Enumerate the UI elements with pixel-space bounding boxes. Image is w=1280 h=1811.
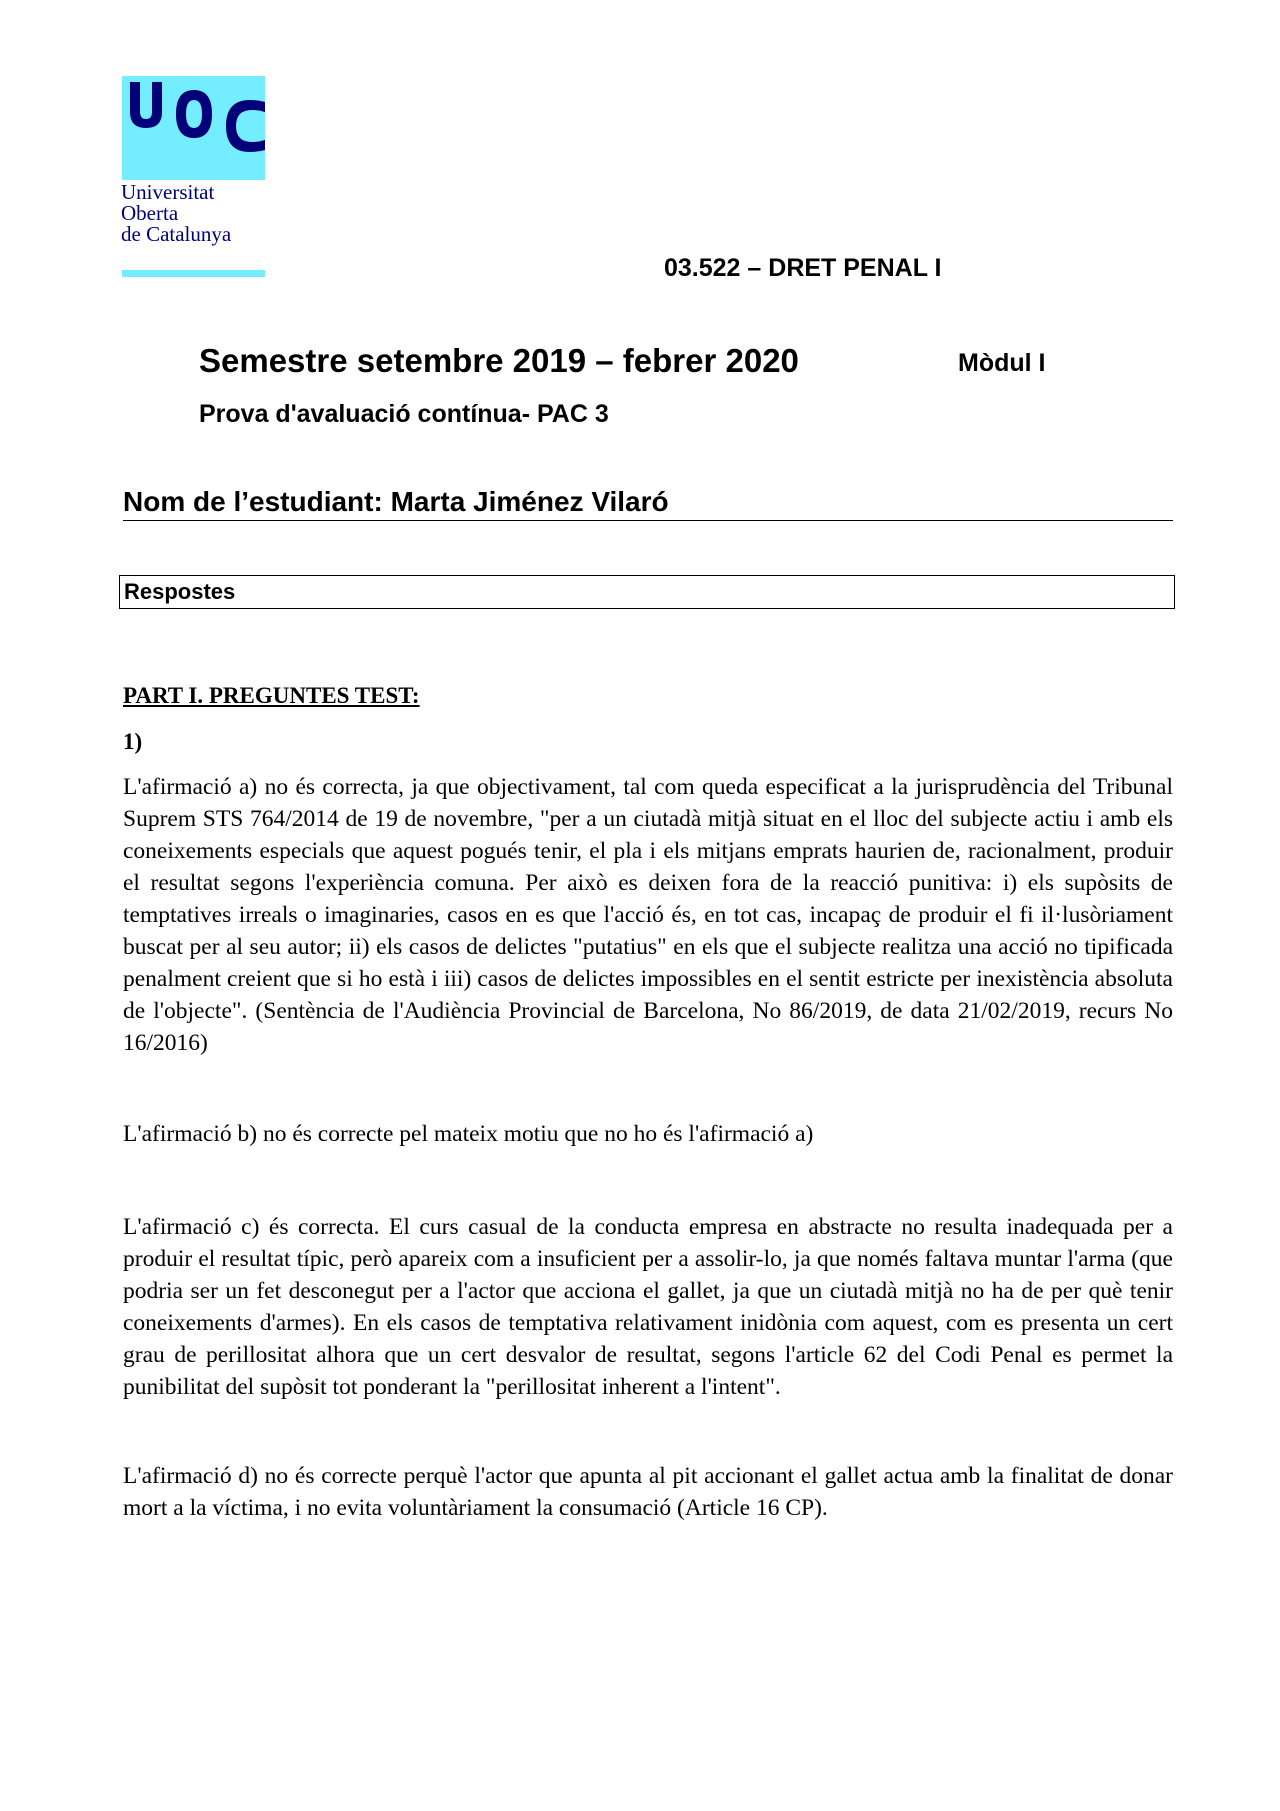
student-name: Nom de l’estudiant: Marta Jiménez Vilaró (123, 486, 1173, 521)
uoc-logo-mark (122, 76, 265, 180)
logo-line-2: Oberta (121, 201, 179, 225)
logo-line-1: Universitat (121, 180, 215, 204)
answers-box (119, 575, 1175, 609)
part-title-colon: : (411, 683, 420, 708)
question-number: 1) (123, 729, 143, 754)
logo-underline-bar (122, 270, 265, 277)
answer-paragraph-c: L'afirmació c) és correcta. El curs casual de la conducta empresa en abstracte no resulta inadequada per a produir el resultat típic, però apareix com a insuficient per a assolir-lo, ja que només faltava muntar l'arma (que podria ser un fet desconegut per a l'actor que acciona el gallet, ja que un ciutadà mitjà no ha de per què tenir coneixements d'armes). En els casos de temptativa relativament inidònia com aquest, com es presenta un cert grau de perillositat alhora que un cert desvalor de resultat, segons l'article 62 del Codi Penal es permet la punibilitat del supòsit tot ponderant la "perillositat inherent a l'intent". (123, 1214, 1173, 1400)
module-label: Mòdul I (958, 349, 1046, 377)
semester-title: Semestre setembre 2019 – febrer 2020 (199, 342, 799, 379)
uoc-logo (122, 76, 265, 180)
part-title-text: PART I. PREGUNTES TEST (123, 683, 412, 708)
logo-line-3: de Catalunya (121, 222, 232, 246)
course-code: 03.522 – DRET PENAL I (664, 254, 942, 282)
assessment-title: Prova d'avaluació contínua- PAC 3 (199, 400, 609, 428)
part-title (123, 683, 420, 709)
answers-label: Respostes (124, 579, 236, 604)
answer-paragraph-a: L'afirmació a) no és correcta, ja que objectivament, tal com queda especificat a la jurisprudència del Tribunal Suprem STS 764/2014 de 19 de novembre, "per a un ciutadà mitjà situat en el lloc del subjecte actiu i amb els coneixements especials que aquest pogués tenir, el pla i els mitjans emprats haurien de, racionalment, produir el resultat segons l'experiència comuna. Per això es deixen fora de la reacció punitiva: i) els supòsits de temptatives irreals o imaginaries, casos en es que l'acció és, en tot cas, incapaç de produir el fi il·lusòriament buscat per al seu autor; ii) els casos de delictes "putatius" en els que el subjecte realitza una acció no tipificada penalment creient que si ho està i iii) casos de delictes impossibles en el sentit estricte per inexistència absoluta de l'objecte". (Sentència de l'Audiència Provincial de Barcelona, No 86/2019, de data 21/02/2019, recurs No 16/2016) (123, 774, 1173, 1056)
answer-paragraph-d: L'afirmació d) no és correcte perquè l'actor que apunta al pit accionant el gallet actua amb la finalitat de donar mort a la víctima, i no evita voluntàriament la consumació (Article 16 CP). (123, 1463, 1173, 1521)
answer-paragraph-b: L'afirmació b) no és correcte pel mateix motiu que no ho és l'afirmació a) (123, 1121, 814, 1147)
uoc-logo-text (121, 182, 321, 245)
